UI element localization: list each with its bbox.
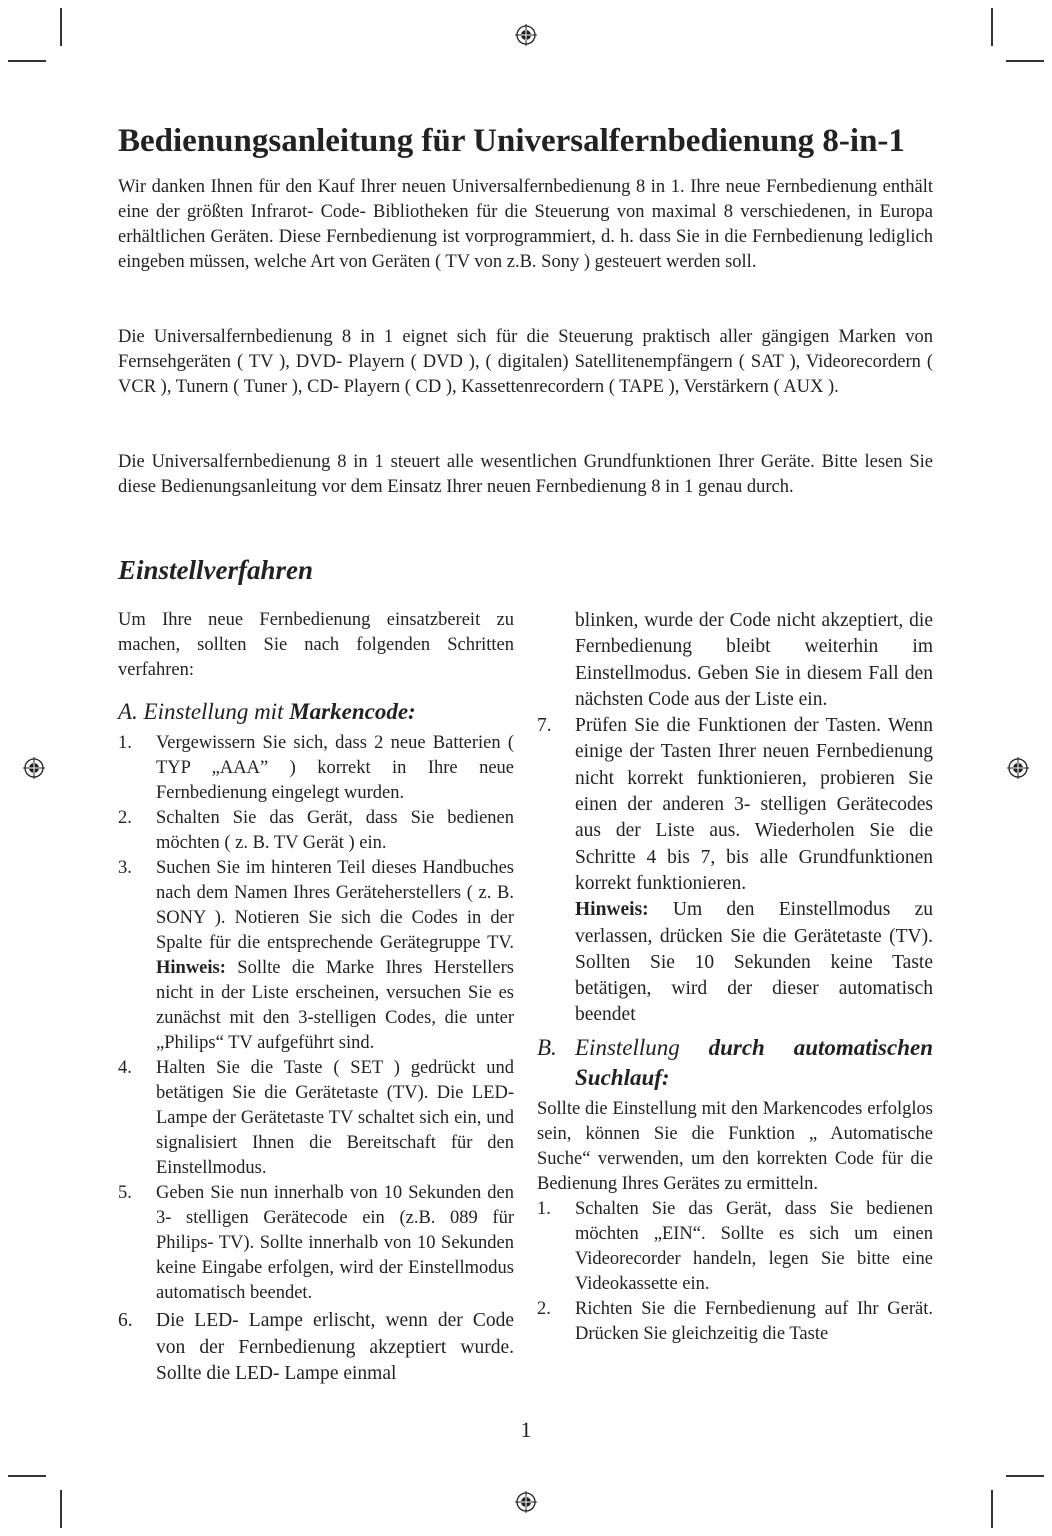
registration-mark-icon xyxy=(515,1491,537,1513)
page-number: 1 xyxy=(520,1417,532,1442)
intro-paragraph-2: Die Universalfernbedienung 8 in 1 eignet sich für die Steuerung praktisch aller gängigen Marken von Fernsehgeräten ( TV ), DVD- Playern ( DVD ), ( digitalen) Satellitenempfängern ( SAT ), Videorecordern ( VCR ), Tunern ( Tuner ), CD- Playern ( CD ), Kassettenrecordern ( TAPE ), Verstärkern ( AUX ). xyxy=(118,327,933,397)
list-item: 1. Vergewissern Sie sich, dass 2 neue Batterien ( TYP „AAA” ) korrekt in Ihre neue Fernbedienung eingelegt wurden. xyxy=(118,733,514,803)
list-item: 4. Halten Sie die Taste ( SET ) gedrückt und betätigen Sie die Gerätetaste (TV). Die LED- Lampe der Gerätetaste TV schaltet sich ein, und signalisiert Ihnen die Bereitschaft für den Einstellmodus. xyxy=(118,1058,514,1178)
list-item: 6. Die LED- Lampe erlischt, wenn der Code von der Fernbedienung akzeptiert wurde. Sollte die LED- Lampe einmal xyxy=(118,1310,514,1384)
steps-list-a xyxy=(118,731,514,1388)
right-column xyxy=(537,608,933,1347)
section-heading: Einstellverfahren xyxy=(118,555,314,585)
crop-mark-top-right-v xyxy=(991,8,993,46)
crop-mark-bottom-right-h xyxy=(1006,1475,1044,1477)
subheading-a: A. Einstellung mit Markencode: xyxy=(118,699,416,724)
steps-list-b xyxy=(537,1197,933,1347)
crop-mark-top-left-h xyxy=(8,60,46,62)
lead-paragraph: Um Ihre neue Fernbedienung einsatzbereit zu machen, sollten Sie nach folgenden Schritten verfahren: xyxy=(118,610,514,680)
hint-paragraph: Hinweis: Um den Einstellmodus zu verlassen, drücken Sie die Gerätetaste (TV). Sollten Sie 10 Sekunden keine Taste betätigen, wird der dieser automatisch beendet xyxy=(575,899,933,1026)
step-6-continuation: blinken, wurde der Code nicht akzeptiert, die Fernbedienung bleibt weiterhin im Einstellmodus. Geben Sie in diesem Fall den nächsten Code aus der Liste ein. xyxy=(575,610,933,710)
registration-mark-icon xyxy=(515,24,537,46)
intro-paragraph-1: Wir danken Ihnen für den Kauf Ihrer neuen Universalfernbedienung 8 in 1. Ihre neue Fernbedienung enthält eine der größten Infrarot- Code- Bibliotheken für die Steuerung von maximal 8 verschiedenen, in Europa erhältlichen Geräten. Diese Fernbedienung ist vorprogrammiert, d. h. dass Sie in die Fernbedienung lediglich eingeben müssen, welche Art von Geräten ( TV von z.B. Sony ) gesteuert werden soll. xyxy=(118,177,933,272)
list-item: 1. Schalten Sie das Gerät, dass Sie bedienen möchten „EIN“. Sollte es sich um einen Videorecorder handeln, legen Sie bitte eine Videokassette ein. xyxy=(537,1198,933,1294)
subheading-b: B. Einstellung durch automatischen Suchlauf: xyxy=(537,1034,933,1090)
registration-mark-icon xyxy=(1007,757,1029,779)
steps-list-a-continued xyxy=(537,713,933,897)
crop-mark-bottom-left-v xyxy=(60,1490,62,1528)
list-item: 2. Schalten Sie das Gerät, dass Sie bedienen möchten ( z. B. TV Gerät ) ein. xyxy=(118,808,514,853)
crop-mark-bottom-right-v xyxy=(991,1490,993,1528)
crop-mark-bottom-left-h xyxy=(8,1475,46,1477)
list-item: 7. Prüfen Sie die Funktionen der Tasten. Wenn einige der Tasten Ihrer neuen Fernbedienung nicht korrekt funktionieren, probieren Sie einen der anderen 3- stelligen Gerätecodes aus der Liste aus. Wiederholen Sie die Schritte 4 bis 7, bis alle Grundfunktionen korrekt funktionieren. xyxy=(537,715,933,894)
page-title: Bedienungsanleitung für Universalfernbedienung 8-in-1 xyxy=(118,123,905,159)
crop-mark-top-right-h xyxy=(1006,60,1044,62)
crop-mark-top-left-v xyxy=(60,8,62,46)
registration-mark-icon xyxy=(23,757,45,779)
list-item: 5. Geben Sie nun innerhalb von 10 Sekunden den 3- stelligen Gerätecode ein (z.B. 089 für Philips- TV). Sollte innerhalb von 10 Sekunden keine Eingabe erfolgen, wird der Einstellmodus automatisch beendet. xyxy=(118,1183,514,1303)
intro-paragraph-3: Die Universalfernbedienung 8 in 1 steuert alle wesentlichen Grundfunktionen Ihrer Geräte. Bitte lesen Sie diese Bedienungsanleitung vor dem Einsatz Ihrer neuen Fernbedienung 8 in 1 genau durch. xyxy=(118,452,933,497)
left-column xyxy=(118,608,514,1388)
subheading-b-paragraph: Sollte die Einstellung mit den Markencodes erfolglos sein, können Sie die Funktion „ Automatische Suche“ verwenden, um den korrekten Code für die Bedienung Ihres Gerätes zu ermitteln. xyxy=(537,1098,933,1194)
list-item: 3. Suchen Sie im hinteren Teil dieses Handbuches nach dem Namen Ihres Geräteherstellers ( z. B. SONY ). Notieren Sie sich die Codes in der Spalte für die entsprechende Gerätegruppe TV. Hinweis: Sollte die Marke Ihres Herstellers nicht in der Liste erscheinen, versuchen Sie es zunächst mit den 3-stelligen Codes, die unter „Philips“ TV aufgeführt sind. xyxy=(118,858,514,1053)
list-item: 2. Richten Sie die Fernbedienung auf Ihr Gerät. Drücken Sie gleichzeitig die Taste xyxy=(537,1298,933,1344)
